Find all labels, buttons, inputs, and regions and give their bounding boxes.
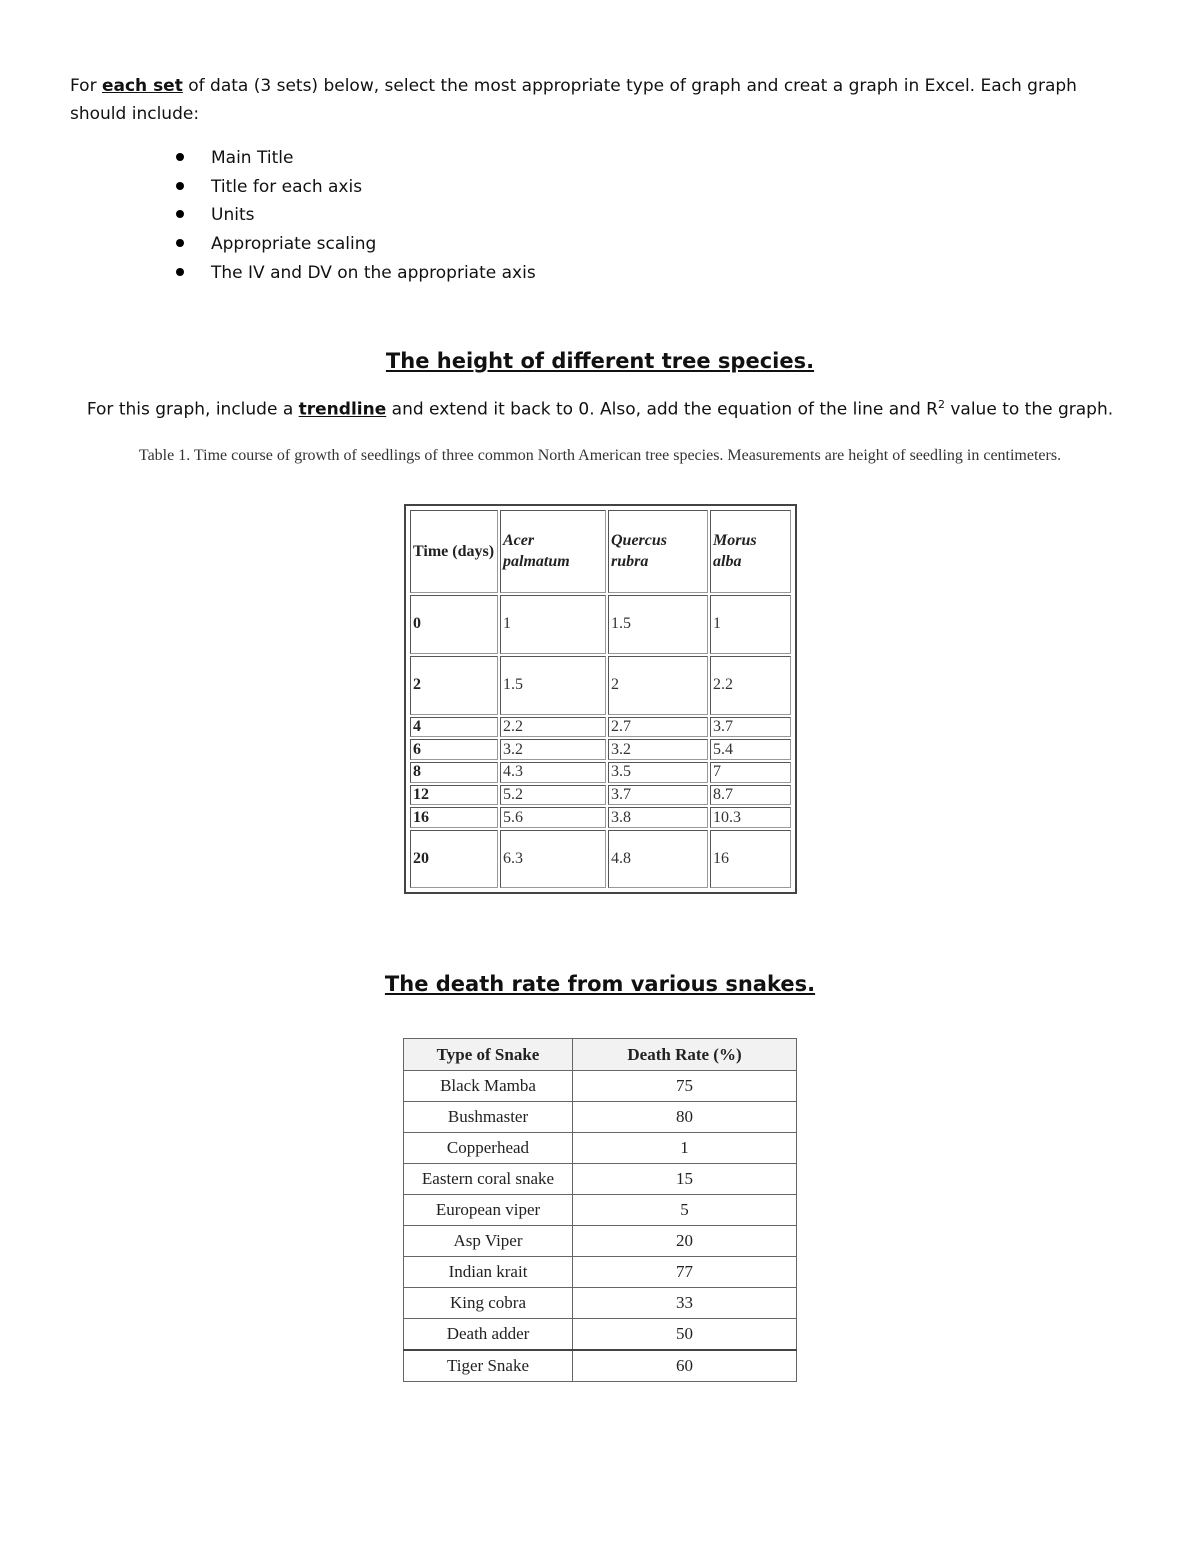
table-header-row: [410, 510, 791, 593]
cell-value: 10.3: [710, 807, 791, 828]
cell-time: 16: [410, 807, 498, 828]
intro-paragraph: [70, 72, 1130, 128]
table-row: [404, 1288, 797, 1319]
cell-rate: 80: [573, 1102, 797, 1133]
table-row: [410, 785, 791, 806]
instruction-mid: and extend it back to 0. Also, add the equation of the line and R: [386, 399, 938, 420]
header-time: Time (days): [410, 510, 498, 593]
tree-height-table: [408, 508, 793, 890]
cell-value: 16: [710, 830, 791, 888]
cell-time: 20: [410, 830, 498, 888]
cell-rate: 33: [573, 1288, 797, 1319]
table-row: [410, 830, 791, 888]
cell-rate: 1: [573, 1133, 797, 1164]
cell-rate: 50: [573, 1319, 797, 1351]
cell-time: 8: [410, 762, 498, 783]
cell-rate: 77: [573, 1257, 797, 1288]
header-death-rate: Death Rate (%): [573, 1039, 797, 1071]
cell-time: 4: [410, 717, 498, 738]
cell-value: 6.3: [500, 830, 606, 888]
cell-value: 5.6: [500, 807, 606, 828]
cell-snake: Tiger Snake: [404, 1350, 573, 1382]
cell-value: 4.8: [608, 830, 708, 888]
table-row: [404, 1226, 797, 1257]
instruction-emphasis: trendline: [298, 399, 387, 420]
cell-time: 0: [410, 595, 498, 654]
cell-snake: Indian krait: [404, 1257, 573, 1288]
trendline-instruction: [0, 398, 1200, 420]
table-row: [404, 1257, 797, 1288]
cell-value: 3.5: [608, 762, 708, 783]
cell-time: 2: [410, 656, 498, 715]
cell-value: 3.7: [608, 785, 708, 806]
cell-rate: 20: [573, 1226, 797, 1257]
cell-snake: Asp Viper: [404, 1226, 573, 1257]
header-acer: Acer palmatum: [500, 510, 606, 593]
table-row: [410, 656, 791, 715]
table-row: [404, 1350, 797, 1382]
cell-rate: 15: [573, 1164, 797, 1195]
table-row: [404, 1071, 797, 1102]
header-morus: Morus alba: [710, 510, 791, 593]
cell-value: 1.5: [608, 595, 708, 654]
header-snake-type: Type of Snake: [404, 1039, 573, 1071]
table-header-row: [404, 1039, 797, 1071]
cell-snake: Eastern coral snake: [404, 1164, 573, 1195]
cell-value: 2.2: [500, 717, 606, 738]
cell-rate: 60: [573, 1350, 797, 1382]
requirements-list: [170, 144, 536, 287]
cell-value: 1: [710, 595, 791, 654]
list-item: Main Title: [170, 144, 536, 173]
cell-value: 1: [500, 595, 606, 654]
table-row: [404, 1133, 797, 1164]
cell-rate: 75: [573, 1071, 797, 1102]
cell-value: 3.7: [710, 717, 791, 738]
list-item: Title for each axis: [170, 173, 536, 202]
table-row: [410, 762, 791, 783]
list-item: Appropriate scaling: [170, 230, 536, 259]
intro-pre: For: [70, 76, 102, 96]
tree-section-heading: The height of different tree species.: [385, 349, 815, 373]
cell-value: 3.2: [608, 739, 708, 760]
cell-value: 5.2: [500, 785, 606, 806]
cell-snake: Death adder: [404, 1319, 573, 1351]
cell-rate: 5: [573, 1195, 797, 1226]
cell-value: 2: [608, 656, 708, 715]
table-row: [404, 1164, 797, 1195]
cell-snake: Copperhead: [404, 1133, 573, 1164]
cell-snake: Bushmaster: [404, 1102, 573, 1133]
table-row: [410, 717, 791, 738]
table-row: [404, 1319, 797, 1351]
cell-value: 7: [710, 762, 791, 783]
cell-value: 3.8: [608, 807, 708, 828]
cell-value: 3.2: [500, 739, 606, 760]
list-item: The IV and DV on the appropriate axis: [170, 259, 536, 288]
cell-value: 2.2: [710, 656, 791, 715]
cell-snake: King cobra: [404, 1288, 573, 1319]
cell-value: 2.7: [608, 717, 708, 738]
cell-time: 12: [410, 785, 498, 806]
intro-emphasis: each set: [101, 76, 183, 96]
table-row: [404, 1195, 797, 1226]
instruction-superscript: 2: [937, 398, 945, 411]
cell-value: 5.4: [710, 739, 791, 760]
instruction-post: value to the graph.: [944, 399, 1114, 420]
list-item: Units: [170, 201, 536, 230]
cell-value: 1.5: [500, 656, 606, 715]
snake-section-heading: The death rate from various snakes.: [384, 972, 816, 996]
intro-post: of data (3 sets) below, select the most appropriate type of graph and creat a graph in Excel. Each graph should include:: [70, 76, 1077, 124]
table-row: [410, 595, 791, 654]
table-caption: Table 1. Time course of growth of seedlings of three common North American tree species. Measurements are height of seedling in centimeters.: [138, 447, 1062, 464]
instruction-pre: For this graph, include a: [86, 399, 299, 420]
cell-value: 4.3: [500, 762, 606, 783]
cell-snake: European viper: [404, 1195, 573, 1226]
header-quercus: Quercus rubra: [608, 510, 708, 593]
table-row: [410, 739, 791, 760]
cell-snake: Black Mamba: [404, 1071, 573, 1102]
cell-value: 8.7: [710, 785, 791, 806]
table-row: [404, 1102, 797, 1133]
table-row: [410, 807, 791, 828]
cell-time: 6: [410, 739, 498, 760]
snake-death-rate-table: [403, 1038, 797, 1382]
tree-height-table-frame: [404, 504, 797, 894]
